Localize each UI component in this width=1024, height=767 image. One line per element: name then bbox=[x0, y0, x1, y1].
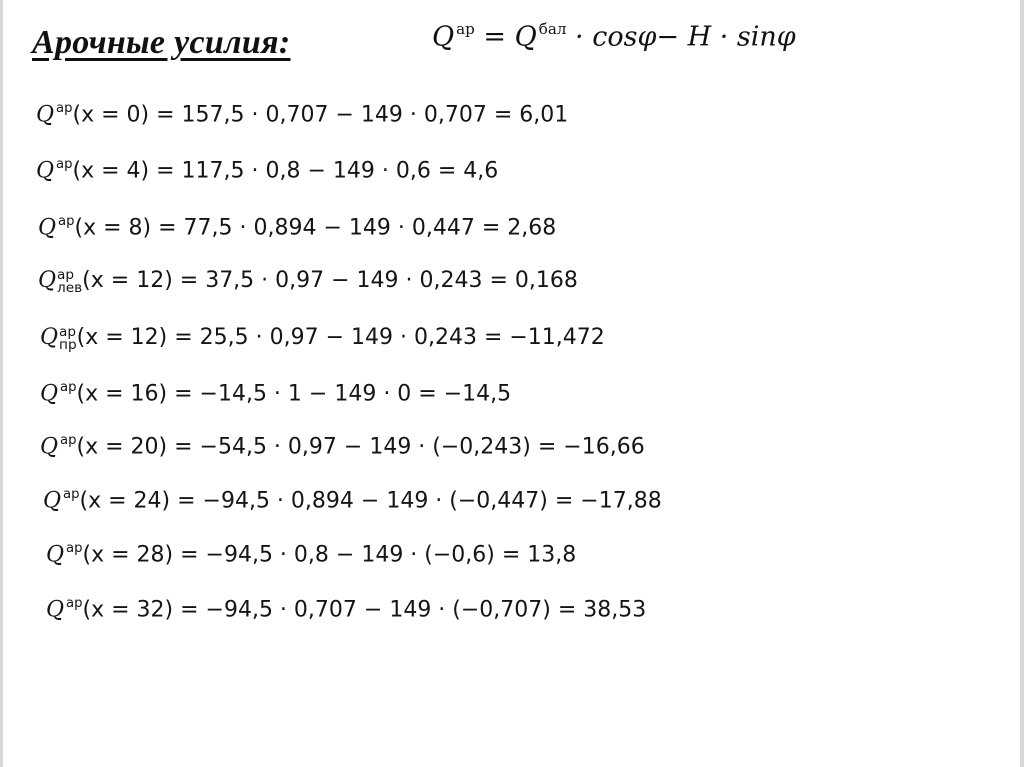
equation-q: Q bbox=[46, 597, 65, 623]
equation-sup: ар bbox=[66, 541, 83, 556]
main-formula-q2-sup: бал bbox=[538, 20, 567, 38]
equation-q: Q bbox=[40, 381, 59, 407]
equation-line bbox=[38, 268, 578, 295]
equation-q: Q bbox=[40, 325, 59, 350]
equation-supsub bbox=[57, 266, 83, 296]
equation-rest: (x = 12) = 37,5 · 0,97 − 149 · 0,243 = 0,168 bbox=[82, 268, 578, 293]
equation-line bbox=[40, 380, 511, 407]
equation-line bbox=[43, 487, 662, 514]
equation-rest: (x = 28) = −94,5 · 0,8 − 149 · (−0,6) = 13,8 bbox=[82, 542, 577, 568]
slide-border-left bbox=[0, 0, 3, 767]
equation-sup: ар bbox=[60, 380, 77, 395]
equation-supsub bbox=[59, 323, 77, 353]
equation-rest: (x = 16) = −14,5 · 1 − 149 · 0 = −14,5 bbox=[76, 381, 512, 407]
equation-line bbox=[40, 325, 605, 352]
equation-sup: ар bbox=[59, 323, 77, 340]
equation-sub: лев bbox=[57, 279, 83, 296]
equation-sup: ар bbox=[60, 433, 77, 448]
equation-q: Q bbox=[38, 215, 57, 241]
equation-sup: ар bbox=[66, 596, 83, 611]
equation-sup: ар bbox=[56, 101, 73, 116]
equation-line bbox=[36, 157, 498, 184]
main-formula-middle: · cosφ− bbox=[566, 21, 688, 53]
equation-rest: (x = 4) = 117,5 · 0,8 − 149 · 0,6 = 4,6 bbox=[72, 158, 499, 184]
equation-sup: ар bbox=[58, 214, 75, 229]
equation-q: Q bbox=[46, 542, 65, 568]
equation-line bbox=[46, 541, 576, 568]
equation-line bbox=[40, 433, 645, 460]
main-formula-tail: · sinφ bbox=[711, 21, 796, 53]
equation-sup: ар bbox=[57, 266, 75, 283]
equation-q: Q bbox=[38, 268, 57, 293]
equation-sub: пр bbox=[59, 336, 77, 353]
equation-q: Q bbox=[43, 488, 62, 514]
equation-q: Q bbox=[40, 434, 59, 460]
equation-q: Q bbox=[36, 102, 55, 128]
slide-border-right bbox=[1020, 0, 1024, 767]
main-formula-q-sup: ар bbox=[456, 20, 475, 38]
equation-rest: (x = 8) = 77,5 · 0,894 − 149 · 0,447 = 2,68 bbox=[74, 215, 557, 241]
main-formula-eq: = bbox=[474, 21, 515, 53]
main-formula bbox=[432, 20, 796, 52]
equation-rest: (x = 20) = −54,5 · 0,97 − 149 · (−0,243) = −16,66 bbox=[76, 434, 645, 460]
main-formula-h: H bbox=[687, 21, 712, 53]
equation-line bbox=[38, 214, 556, 241]
main-formula-q: Q bbox=[432, 21, 455, 53]
equation-rest: (x = 0) = 157,5 · 0,707 − 149 · 0,707 = 6,01 bbox=[72, 102, 569, 128]
equation-line bbox=[46, 596, 646, 623]
equation-q: Q bbox=[36, 158, 55, 184]
equation-sup: ар bbox=[56, 157, 73, 172]
equation-sup: ар bbox=[63, 487, 80, 502]
equation-rest: (x = 24) = −94,5 · 0,894 − 149 · (−0,447) = −17,88 bbox=[79, 488, 662, 514]
equation-rest: (x = 12) = 25,5 · 0,97 − 149 · 0,243 = −11,472 bbox=[76, 325, 605, 350]
slide-title: Арочные усилия: bbox=[32, 24, 291, 61]
main-formula-q2: Q bbox=[514, 21, 537, 53]
equation-line bbox=[36, 101, 568, 128]
equation-rest: (x = 32) = −94,5 · 0,707 − 149 · (−0,707) = 38,53 bbox=[82, 597, 647, 623]
